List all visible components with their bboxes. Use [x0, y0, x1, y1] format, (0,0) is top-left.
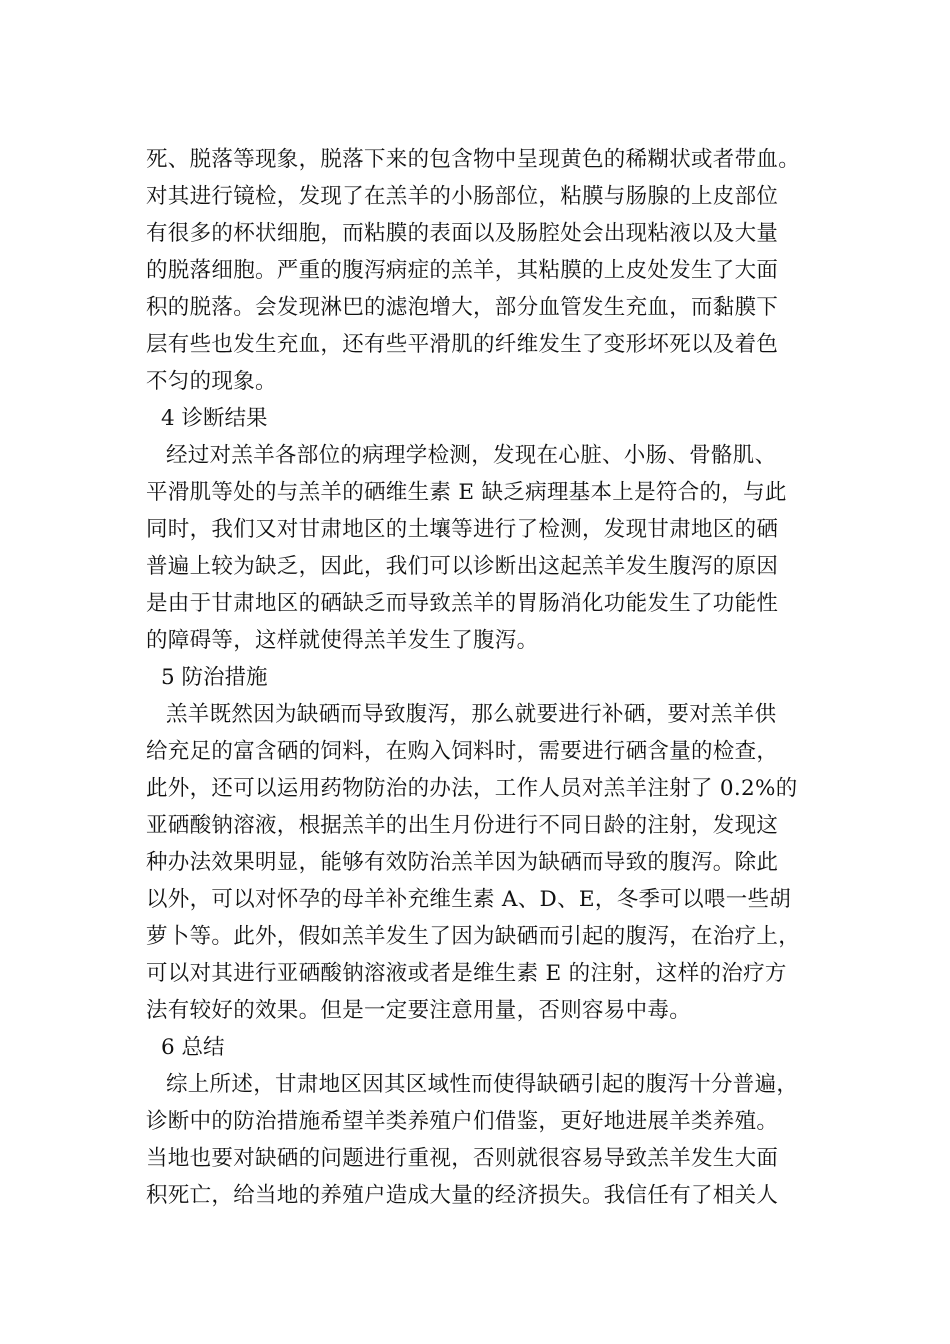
paragraph-1-line-1: 死、脱落等现象，脱落下来的包含物中呈现黄色的稀糊状或者带血。	[146, 147, 801, 172]
paragraph-4-line-1: 综上所述，甘肃地区因其区域性而使得缺硒引起的腹泻十分普遍，	[166, 1072, 799, 1097]
paragraph-3-line-5: 种办法效果明显，能够有效防治羔羊因为缺硒而导致的腹泻。除此	[146, 850, 779, 875]
paragraph-4-line-2: 诊断中的防治措施希望羊类养殖户们借鉴，更好地进展羊类养殖。	[146, 1109, 779, 1134]
paragraph-3-line-7: 萝卜等。此外，假如羔羊发生了因为缺硒而引起的腹泻，在治疗上，	[146, 924, 801, 949]
paragraph-3-line-2: 给充足的富含硒的饲料，在购入饲料时，需要进行硒含量的检查，	[146, 739, 779, 764]
paragraph-3-line-9: 法有较好的效果。但是一定要注意用量，否则容易中毒。	[146, 998, 692, 1023]
paragraph-1-line-5: 积的脱落。会发现淋巴的滤泡增大，部分血管发生充血，而黏膜下	[146, 295, 779, 320]
paragraph-2-line-4: 普遍上较为缺乏，因此，我们可以诊断出这起羔羊发生腹泻的原因	[146, 554, 779, 579]
paragraph-2-line-3: 同时，我们又对甘肃地区的土壤等进行了检测，发现甘肃地区的硒	[146, 517, 779, 542]
paragraph-1-line-6: 层有些也发生充血，还有些平滑肌的纤维发生了变形坏死以及着色	[146, 332, 779, 357]
paragraph-3-line-3: 此外，还可以运用药物防治的办法，工作人员对羔羊注射了 0.2%的	[146, 776, 798, 801]
paragraph-2-line-2: 平滑肌等处的与羔羊的硒维生素 E 缺乏病理基本上是符合的，与此	[146, 480, 787, 505]
paragraph-2-line-1: 经过对羔羊各部位的病理学检测，发现在心脏、小肠、骨骼肌、	[166, 443, 777, 468]
section-heading-6: 6 总结	[161, 1035, 225, 1060]
paragraph-1-line-7: 不匀的现象。	[146, 369, 277, 394]
paragraph-3-line-6: 以外，可以对怀孕的母羊补充维生素 A、D、E，冬季可以喂一些胡	[146, 887, 792, 912]
section-heading-5: 5 防治措施	[161, 665, 268, 690]
paragraph-4-line-3: 当地也要对缺硒的问题进行重视，否则就很容易导致羔羊发生大面	[146, 1146, 779, 1171]
paragraph-1-line-4: 的脱落细胞。严重的腹泻病症的羔羊，其粘膜的上皮处发生了大面	[146, 258, 779, 283]
paragraph-3-line-8: 可以对其进行亚硒酸钠溶液或者是维生素 E 的注射，这样的治疗方	[146, 961, 787, 986]
paragraph-4-line-4: 积死亡，给当地的养殖户造成大量的经济损失。我信任有了相关人	[146, 1183, 779, 1208]
section-heading-4: 4 诊断结果	[161, 406, 268, 431]
paragraph-2-line-6: 的障碍等，这样就使得羔羊发生了腹泻。	[146, 628, 539, 653]
paragraph-1-line-3: 有很多的杯状细胞，而粘膜的表面以及肠腔处会出现粘液以及大量	[146, 221, 779, 246]
paragraph-3-line-4: 亚硒酸钠溶液，根据羔羊的出生月份进行不同日龄的注射，发现这	[146, 813, 779, 838]
paragraph-1-line-2: 对其进行镜检，发现了在羔羊的小肠部位，粘膜与肠腺的上皮部位	[146, 184, 779, 209]
paragraph-3-line-1: 羔羊既然因为缺硒而导致腹泻，那么就要进行补硒，要对羔羊供	[166, 702, 777, 727]
paragraph-2-line-5: 是由于甘肃地区的硒缺乏而导致羔羊的胃肠消化功能发生了功能性	[146, 591, 779, 616]
